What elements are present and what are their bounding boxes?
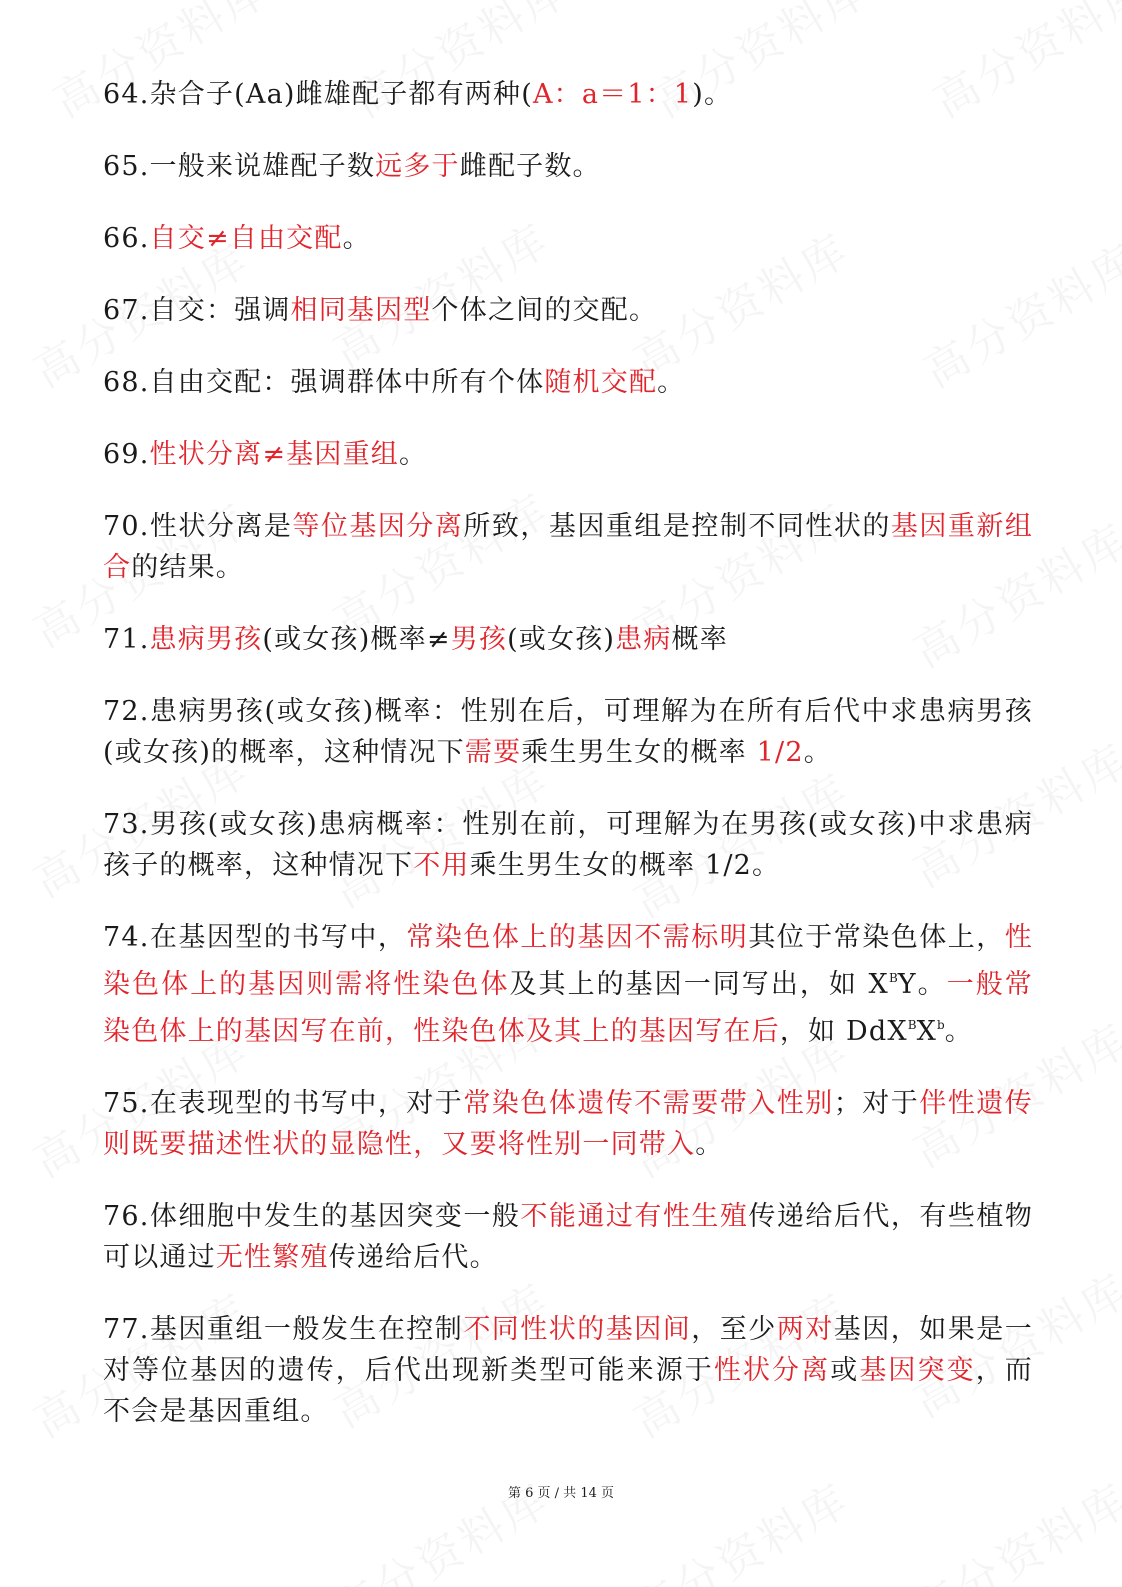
body-text: 乘生男生女的概率: [521, 737, 757, 768]
body-text: 基因，如果是一对等位基因的遗传，后代出现新类型可能来源于: [103, 1314, 1033, 1386]
highlight-text: 伴性遗传则既要描述性状的显隐性，又要将性别一同带入: [103, 1088, 1033, 1160]
highlight-text: 无性繁殖: [215, 1242, 329, 1273]
highlight-text: 性状分离: [713, 1355, 831, 1386]
body-text: 77.基因重组一般发生在控制: [103, 1314, 464, 1345]
highlight-text: 基因突变: [859, 1355, 976, 1386]
body-text: 其位于常染色体上，: [748, 922, 1005, 953]
body-text: 或: [830, 1355, 860, 1386]
body-text: 69.: [103, 439, 150, 470]
highlight-text: 男孩: [450, 624, 508, 655]
point-item-76: [103, 1196, 1033, 1278]
point-item-73: [103, 804, 1033, 886]
body-text: (或女孩): [507, 624, 616, 655]
document-body: [103, 74, 1033, 1463]
body-text: 71.: [103, 624, 150, 655]
point-item-71: [103, 619, 1033, 660]
superscript-text: B: [907, 1018, 917, 1032]
body-text: 乘生男生女的概率 1/2。: [469, 850, 781, 881]
highlight-text: 常染色体遗传不需要带入性别: [463, 1088, 834, 1119]
superscript-text: b: [937, 1018, 945, 1032]
body-text: 。: [944, 1016, 973, 1047]
body-text: 所致，基因重组是控制不同性状的: [463, 511, 891, 542]
body-text: 73.男孩(或女孩)患病概率：性别在前，可理解为在男孩(或女孩)中求患病孩子的概率，这种情况下: [103, 809, 1033, 881]
body-text: X: [916, 1016, 937, 1047]
highlight-text: 患病男孩: [149, 624, 263, 655]
highlight-text: 两对: [776, 1314, 834, 1345]
highlight-text: 患病: [615, 624, 672, 655]
body-text: 64.杂合子(Aa)雌雄配子都有两种(: [103, 79, 533, 110]
body-text: (或女孩)概率≠: [262, 624, 451, 655]
point-item-75: [103, 1083, 1033, 1165]
body-text: 。: [398, 439, 428, 470]
body-text: 72.患病男孩(或女孩)概率：性别在后，可理解为在所有后代中求患病男孩(或女孩)的概率，这种情况下: [103, 696, 1033, 768]
body-text: 个体之间的交配。: [431, 295, 658, 326]
body-text: ；对于: [833, 1088, 920, 1119]
highlight-text: 随机交配: [544, 367, 658, 398]
body-text: ，而不会是基因重组。: [103, 1355, 1033, 1427]
point-item-77: [103, 1309, 1033, 1432]
superscript-text: B: [888, 971, 898, 985]
page-footer: 第 6 页 / 共 14 页: [508, 1486, 614, 1501]
highlight-text: 等位基因分离: [292, 511, 464, 542]
highlight-text: 基因重新组合: [103, 511, 1034, 583]
body-text: 传递给后代。: [328, 1242, 498, 1273]
highlight-text: 1/2: [756, 737, 804, 768]
body-text: 74.在基因型的书写中，: [103, 922, 407, 953]
highlight-text: 需要: [464, 737, 522, 768]
point-item-65: [103, 146, 1033, 187]
body-text: 65.一般来说雄配子数: [103, 151, 376, 182]
body-text: ，如 DdX: [779, 1016, 908, 1047]
body-text: 70.性状分离是: [103, 511, 293, 542]
point-item-69: [103, 434, 1033, 475]
body-text: 。: [803, 737, 832, 768]
body-text: Y。: [897, 969, 947, 1000]
highlight-text: 相同基因型: [290, 295, 432, 326]
highlight-text: A：a＝1：1: [532, 79, 693, 110]
body-text: 。: [342, 223, 371, 254]
body-text: 及其上的基因一同写出，如 X: [509, 969, 889, 1000]
body-text: 75.在表现型的书写中，对于: [103, 1088, 464, 1119]
point-item-70: [103, 506, 1033, 588]
body-text: 66.: [103, 223, 150, 254]
point-item-67: [103, 290, 1033, 331]
body-text: 。: [695, 1129, 724, 1160]
highlight-text: 不同性状的基因间: [463, 1314, 692, 1345]
highlight-text: 自交≠自由交配: [149, 223, 343, 254]
highlight-text: 不能通过有性生殖: [520, 1201, 749, 1232]
body-text: )。: [692, 79, 733, 110]
highlight-text: 性染色体上的基因则需将性染色体: [103, 922, 1033, 1000]
body-text: 。: [657, 367, 686, 398]
body-text: ，至少: [691, 1314, 777, 1345]
body-text: 67.自交：强调: [103, 295, 291, 326]
body-text: 雌配子数。: [459, 151, 601, 182]
point-item-64: [103, 74, 1033, 115]
highlight-text: 性状分离≠基因重组: [149, 439, 399, 470]
point-item-74: [103, 917, 1033, 1052]
highlight-text: 远多于: [375, 151, 460, 182]
point-item-66: [103, 218, 1033, 259]
point-item-68: [103, 362, 1033, 403]
body-text: 的结果。: [131, 552, 245, 583]
point-item-72: [103, 691, 1033, 773]
highlight-text: 一般常染色体上的基因写在前，性染色体及其上的基因写在后: [103, 969, 1033, 1047]
highlight-text: 常染色体上的基因不需标明: [406, 922, 749, 953]
body-text: 76.体细胞中发生的基因突变一般: [103, 1201, 521, 1232]
highlight-text: 不用: [413, 850, 470, 881]
body-text: 概率: [671, 624, 728, 655]
body-text: 68.自由交配：强调群体中所有个体: [103, 367, 545, 398]
body-text: 传递给后代，有些植物可以通过: [103, 1201, 1034, 1273]
